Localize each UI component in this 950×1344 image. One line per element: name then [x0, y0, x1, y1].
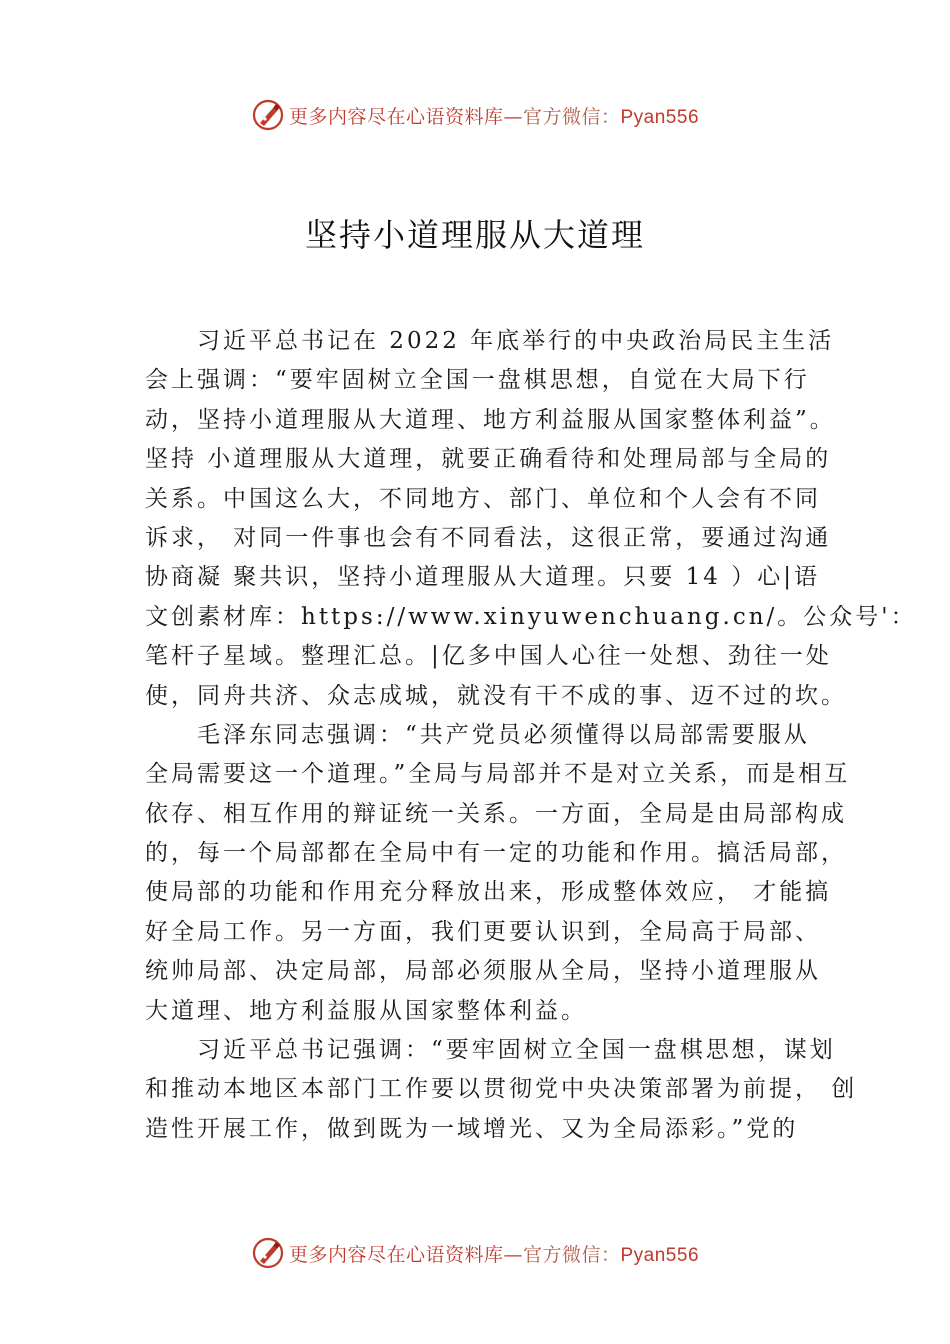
footer-watermark-banner: [0, 1233, 950, 1273]
pen-nib-logo-icon: [251, 1236, 285, 1270]
paragraph-line: 坚持 小道理服从大道理，就要正确看待和处理局部与全局的: [145, 446, 832, 473]
paragraph-line: 协商凝 聚共识，坚持小道理服从大道理。只要 14 ）心|语: [145, 564, 820, 591]
article-body: [145, 322, 917, 1149]
header-watermark-banner: [0, 95, 950, 135]
paragraph-line: 习近平总书记在 2022 年底举行的中央政治局民主生活: [197, 328, 835, 354]
paragraph-line: 和推动本地区本部门工作要以贯彻党中央决策部署为前提， 创: [145, 1076, 858, 1103]
paragraph-line: 使，同舟共济、众志成城，就没有干不成的事、迈不过的坎。: [145, 682, 847, 709]
paragraph-line: 大道理、地方利益服从国家整体利益。: [145, 997, 587, 1024]
paragraph-line: 全局需要这一个道理。”全局与局部并不是对立关系，而是相互: [145, 761, 851, 788]
paragraph-line: 会上强调：“要牢固树立全国一盘棋思想，自觉在大局下行: [145, 367, 810, 394]
paragraph-line: 统帅局部、决定局部，局部必须服从全局，坚持小道理服从: [145, 958, 821, 985]
paragraph-line: 习近平总书记强调：“要牢固树立全国一盘棋思想，谋划: [197, 1037, 836, 1064]
banner-text: 更多内容尽在心语资料库—官方微信：Pyan556: [288, 1243, 700, 1266]
paragraph-line: 好全局工作。另一方面，我们更要认识到，全局高于局部、: [145, 918, 821, 945]
paragraph-line: 关系。中国这么大，不同地方、部门、单位和个人会有不同: [145, 485, 821, 512]
paragraph-line: 毛泽东同志强调：“共产党员必须懂得以局部需要服从: [197, 721, 810, 748]
paragraph-line: 文创素材库：https://www.xinyuwenchuang.cn/。公众号'：: [145, 603, 917, 630]
paragraph-line: 的，每一个局部都在全局中有一定的功能和作用。搞活局部，: [145, 840, 847, 867]
banner-text: 更多内容尽在心语资料库—官方微信：Pyan556: [288, 105, 700, 128]
paragraph-line: 笔杆子星域。整理汇总。|亿多中国人心往一处想、劲往一处: [145, 643, 832, 670]
paragraph-line: 使局部的功能和作用充分释放出来，形成整体效应， 才能搞: [145, 879, 832, 906]
paragraph-line: 诉求， 对同一件事也会有不同看法，这很正常，要通过沟通: [145, 524, 832, 551]
paragraph-line: 造性开展工作，做到既为一域增光、又为全局添彩。”党的: [145, 1115, 799, 1142]
paragraph-line: 依存、相互作用的辩证统一关系。一方面，全局是由局部构成: [145, 800, 847, 827]
paragraph-line: 动，坚持小道理服从大道理、地方利益服从国家整体利益”。: [145, 406, 836, 433]
page-title: 坚持小道理服从大道理: [304, 216, 645, 254]
pen-nib-logo-icon: [251, 98, 285, 132]
